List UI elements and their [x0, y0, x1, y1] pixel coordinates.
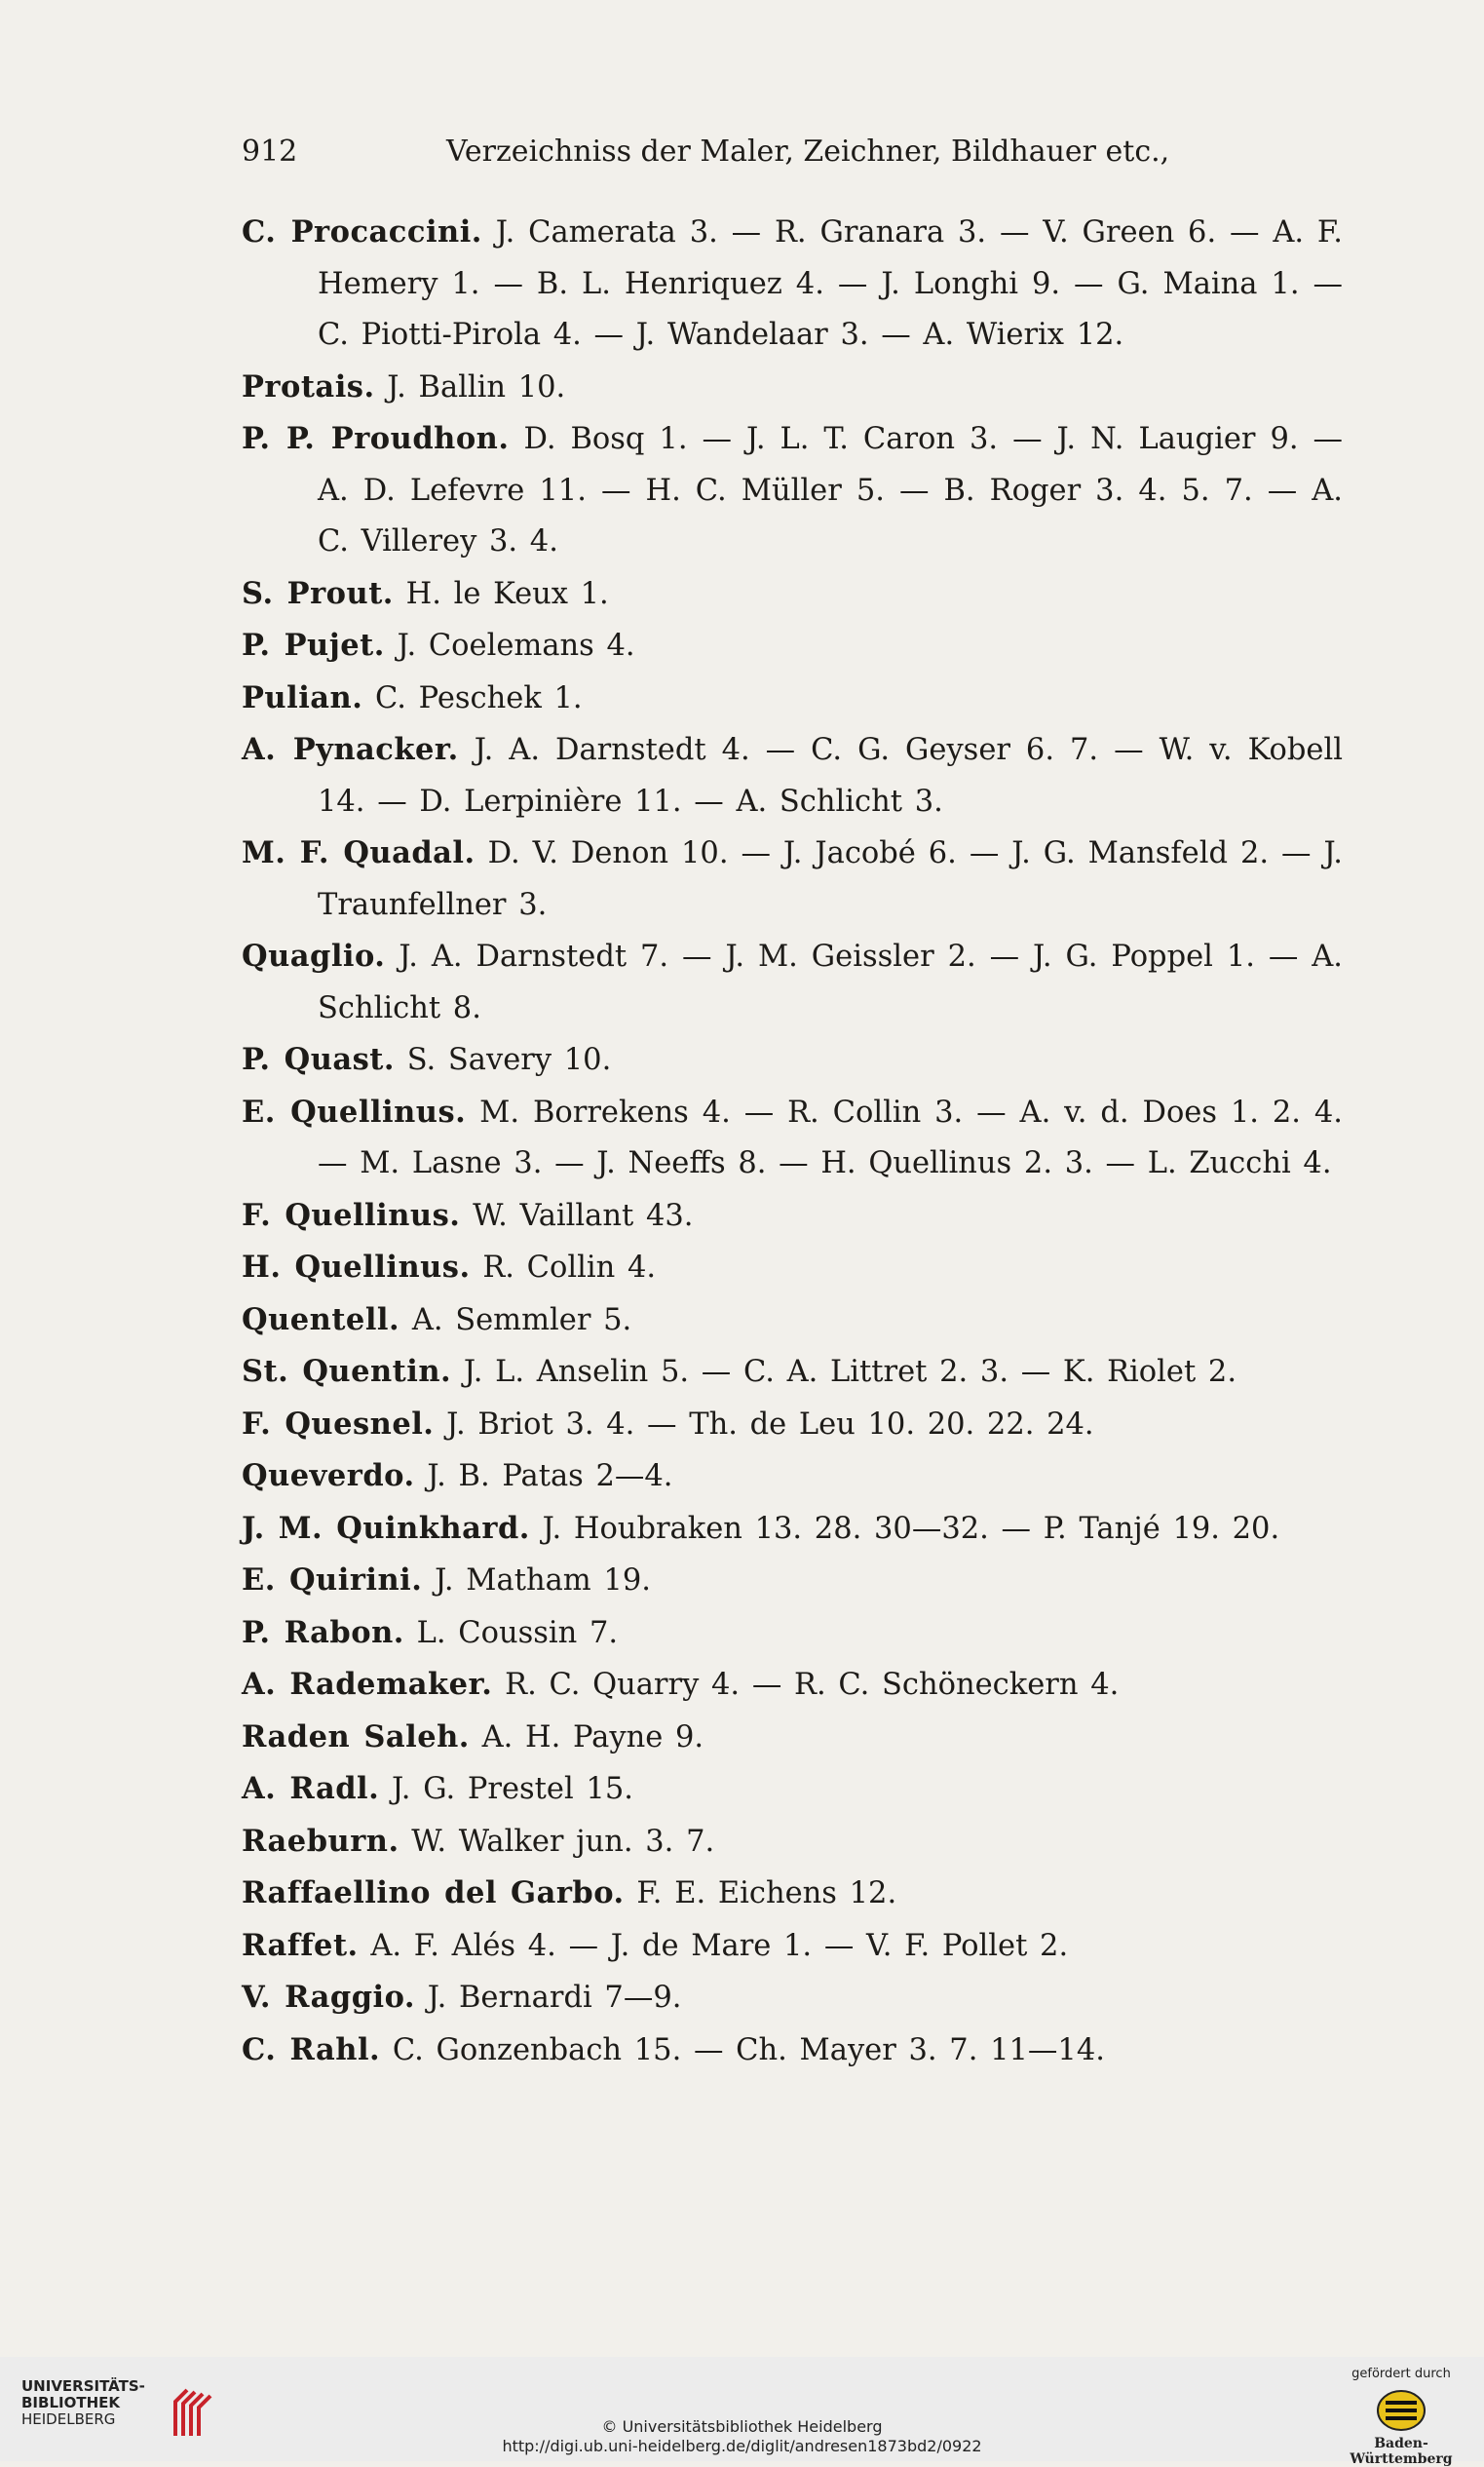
sponsor-label: gefördert durch	[1351, 2367, 1451, 2381]
index-entry	[242, 1920, 1343, 1973]
engraver-list: W. Walker jun. 3. 7.	[411, 1824, 715, 1859]
engraver-list: R. Collin 4.	[482, 1251, 657, 1285]
permalink-url[interactable]: http://digi.ub.uni-heidelberg.de/diglit/andresen1873bd2/0922	[502, 2437, 982, 2455]
engraver-list: H. le Keux 1.	[405, 576, 609, 611]
index-entry	[242, 724, 1343, 828]
sponsor-block	[1338, 2367, 1465, 2467]
index-entry	[242, 1399, 1343, 1451]
engraver-list: F. E. Eichens 12.	[636, 1876, 897, 1910]
index-entry	[242, 1972, 1343, 2024]
engraver-list: J. Briot 3. 4. — Th. de Leu 10. 20. 22. 24.	[446, 1407, 1094, 1442]
index-entry	[242, 2024, 1343, 2077]
engraver-list: J. Coelemans 4.	[397, 629, 635, 663]
artist-name: V. Raggio.	[242, 1980, 416, 2015]
index-entry	[242, 1607, 1343, 1660]
engraver-list: A. Semmler 5.	[411, 1302, 632, 1337]
engraver-list: J. Ballin 10.	[387, 369, 566, 405]
index-entry	[242, 1503, 1343, 1556]
index-entry	[242, 207, 1343, 362]
engraver-list: W. Vaillant 43.	[473, 1198, 694, 1233]
artist-name: M. F. Quadal.	[242, 835, 476, 870]
artist-name: Raffet.	[242, 1927, 359, 1963]
footer-bar	[0, 2357, 1484, 2467]
artist-name: P. P. Proudhon.	[242, 421, 510, 456]
sponsor-state-name: Baden-Württemberg	[1350, 2436, 1453, 2467]
index-entry	[242, 1816, 1343, 1869]
artist-name: A. Pynacker.	[242, 732, 459, 767]
engraver-list: L. Coussin 7.	[416, 1615, 619, 1650]
index-entry	[242, 931, 1343, 1034]
artist-name: P. Pujet.	[242, 628, 385, 663]
engraver-list: J. Bernardi 7—9.	[427, 1981, 682, 2015]
index-entry	[242, 1868, 1343, 1920]
artist-name: Raden Saleh.	[242, 1718, 470, 1754]
copyright-text: © Universitätsbibliothek Heidelberg	[601, 2417, 883, 2436]
artist-name: A. Radl.	[242, 1771, 380, 1806]
index-entry	[242, 1087, 1343, 1190]
copyright-notice	[0, 2417, 1484, 2456]
index-entry	[242, 673, 1343, 725]
artist-name: Queverdo.	[242, 1458, 415, 1493]
library-name-line1: UNIVERSITÄTS-	[21, 2377, 145, 2395]
engraver-list: J. B. Patas 2—4.	[427, 1459, 673, 1493]
artist-name: Pulian.	[242, 679, 363, 715]
index-entry	[242, 1190, 1343, 1243]
engraver-list: A. F. Alés 4. — J. de Mare 1. — V. F. Pollet 2.	[370, 1928, 1069, 1963]
index-entry	[242, 1763, 1343, 1816]
library-name-line2: BIBLIOTHEK	[21, 2394, 120, 2411]
artist-name: Raffaellino del Garbo.	[242, 1875, 625, 1910]
artist-name: Raeburn.	[242, 1823, 400, 1859]
artist-name: E. Quirini.	[242, 1562, 423, 1598]
index-entry	[242, 620, 1343, 673]
artist-name: Quaglio.	[242, 939, 386, 974]
engraver-list: J. G. Prestel 15.	[391, 1772, 633, 1806]
engraver-list: A. H. Payne 9.	[481, 1719, 704, 1754]
artist-name: F. Quesnel.	[242, 1406, 435, 1442]
engraver-list: J. Camerata 3. — R. Granara 3. — V. Green 6. — A. F. Hemery 1. — B. L. Henriquez 4. — J. Longhi 9. — G. Maina 1. — C. Piotti-Pirola 4. — J. Wandelaar 3. — A. Wierix 12.	[318, 215, 1344, 352]
state-crest-icon	[1376, 2389, 1427, 2432]
artist-name: H. Quellinus.	[242, 1250, 471, 1285]
index-entry	[242, 1346, 1343, 1399]
index-entry	[242, 362, 1343, 414]
artist-name: F. Quellinus.	[242, 1197, 461, 1233]
artist-name: P. Rabon.	[242, 1614, 404, 1650]
engraver-list: C. Gonzenbach 15. — Ch. Mayer 3. 7. 11—14.	[392, 2032, 1105, 2067]
engraver-list: J. Matham 19.	[435, 1563, 651, 1598]
artist-name: St. Quentin.	[242, 1354, 452, 1389]
engraver-list: R. C. Quarry 4. — R. C. Schöneckern 4.	[505, 1668, 1120, 1702]
engraver-list: J. Houbraken 13. 28. 30—32. — P. Tanjé 19. 20.	[542, 1511, 1280, 1546]
index-entry	[242, 413, 1343, 568]
index-entry	[242, 1712, 1343, 1764]
engraver-list: J. A. Darnstedt 7. — J. M. Geissler 2. — J. G. Poppel 1. — A. Schlicht 8.	[318, 940, 1344, 1025]
running-title: Verzeichniss der Maler, Zeichner, Bildhauer etc.,	[446, 135, 1170, 169]
artist-name: Protais.	[242, 368, 375, 405]
engraver-list: D. Bosq 1. — J. L. T. Caron 3. — J. N. Laugier 9. — A. D. Lefevre 11. — H. C. Müller 5. — B. Roger 3. 4. 5. 7. — A. C. Villerey 3. 4.	[318, 422, 1344, 559]
artist-name: S. Prout.	[242, 575, 394, 611]
index-entry	[242, 828, 1343, 931]
index-entry	[242, 1450, 1343, 1503]
index-entry	[242, 568, 1343, 621]
index-entries	[242, 207, 1343, 2076]
library-name-line3: HEIDELBERG	[21, 2410, 116, 2428]
engraver-list: D. V. Denon 10. — J. Jacobé 6. — J. G. Mansfeld 2. — J. Traunfellner 3.	[318, 836, 1343, 922]
artist-name: C. Procaccini.	[242, 214, 482, 250]
index-entry	[242, 1294, 1343, 1347]
index-entry	[242, 1659, 1343, 1712]
artist-name: C. Rahl.	[242, 2031, 381, 2067]
engraver-list: C. Peschek 1.	[375, 680, 583, 715]
engraver-list: S. Savery 10.	[406, 1043, 612, 1077]
page-number: 912	[242, 135, 298, 169]
artist-name: J. M. Quinkhard.	[242, 1510, 530, 1546]
artist-name: P. Quast.	[242, 1042, 396, 1077]
artist-name: A. Rademaker.	[242, 1667, 493, 1702]
artist-name: Quentell.	[242, 1301, 400, 1337]
index-entry	[242, 1555, 1343, 1607]
index-entry	[242, 1034, 1343, 1087]
artist-name: E. Quellinus.	[242, 1094, 467, 1130]
index-entry	[242, 1242, 1343, 1294]
engraver-list: J. L. Anselin 5. — C. A. Littret 2. 3. — K. Riolet 2.	[463, 1355, 1237, 1389]
engraver-list: M. Borrekens 4. — R. Collin 3. — A. v. d. Does 1. 2. 4. — M. Lasne 3. — J. Neeffs 8. — H. Quellinus 2. 3. — L. Zucchi 4.	[318, 1095, 1343, 1180]
page-header	[242, 135, 1343, 183]
engraver-list: J. A. Darnstedt 4. — C. G. Geyser 6. 7. — W. v. Kobell 14. — D. Lerpinière 11. — A. Schlicht 3.	[318, 733, 1343, 819]
